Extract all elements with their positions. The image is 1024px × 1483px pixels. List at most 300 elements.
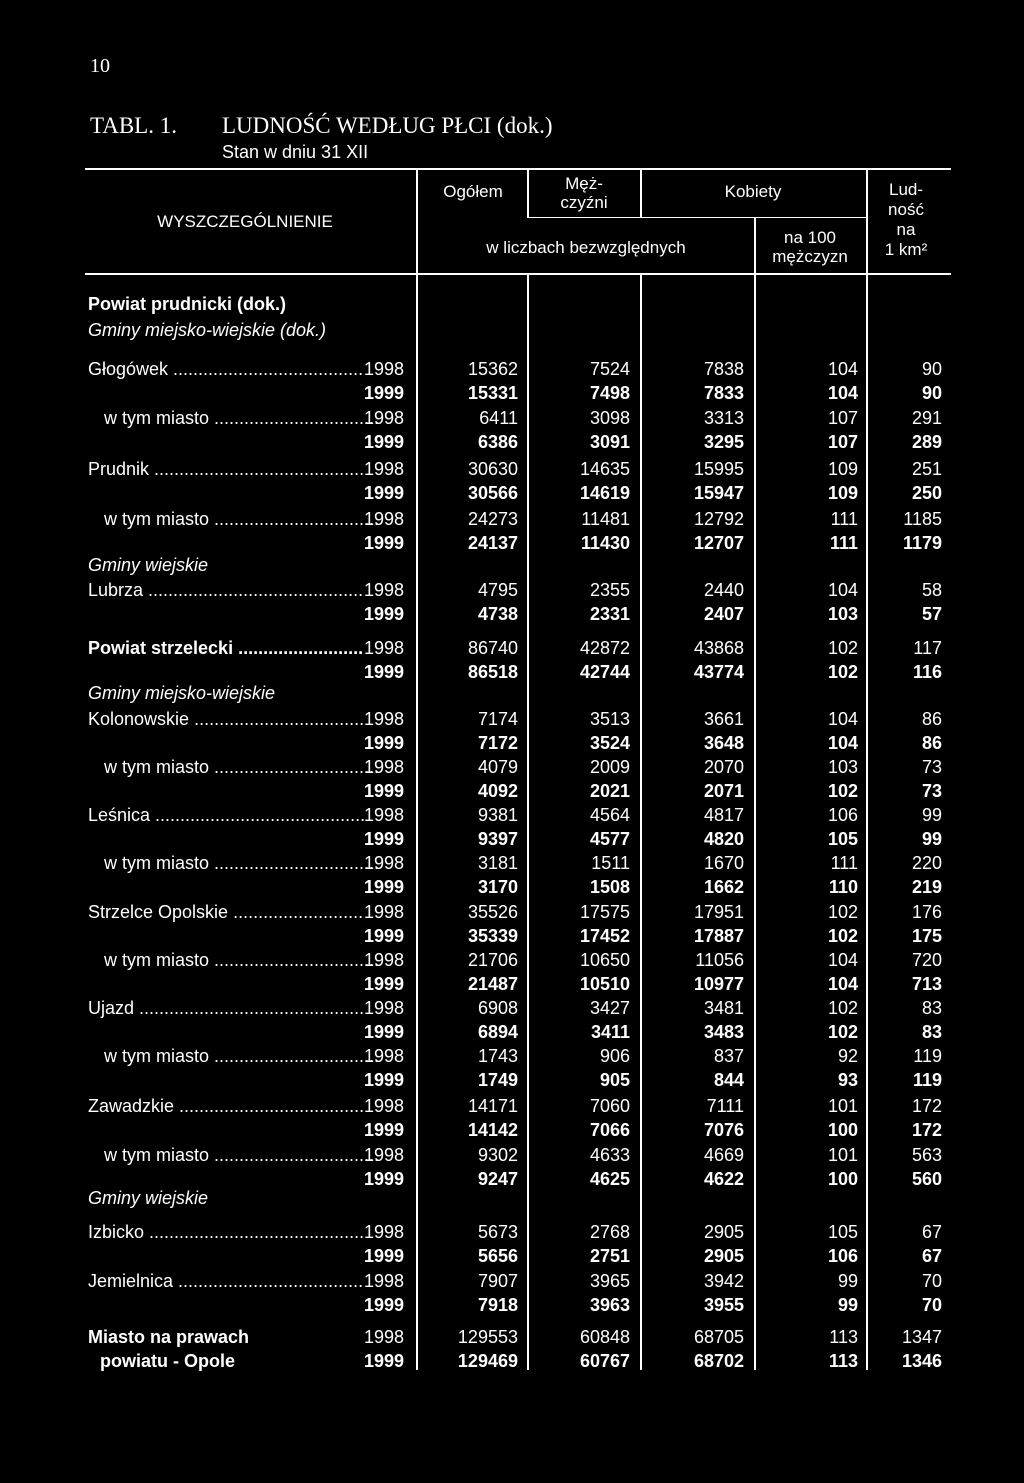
table-row [0, 1068, 1024, 1092]
row-label: Głogówek ..... [88, 357, 364, 381]
cell-value: 251 [911, 459, 942, 479]
table-row [0, 578, 1024, 602]
row-year: 1998 [363, 408, 404, 428]
cell-value: 906 [599, 1046, 630, 1066]
cell-value: 107 [827, 408, 858, 428]
table-row [0, 1044, 1024, 1068]
cell-value: 17575 [579, 902, 630, 922]
cell-value: 9247 [477, 1169, 518, 1189]
cell-value: 2407 [703, 604, 744, 624]
row-year: 1999 [363, 662, 404, 682]
table-row [0, 803, 1024, 827]
table-row [0, 996, 1024, 1020]
table-title [90, 113, 553, 139]
cell-value: 99 [921, 829, 942, 849]
row-year: 1999 [363, 432, 404, 452]
cell-value: 15995 [693, 459, 744, 479]
row-label: Miasto na prawach [88, 1327, 250, 1347]
cell-value: 4817 [703, 805, 744, 825]
cell-value: 111 [830, 853, 858, 873]
row-year: 1998 [363, 1222, 404, 1242]
cell-value: 6386 [477, 432, 518, 452]
cell-value: 713 [911, 974, 942, 994]
cell-value: 219 [911, 877, 942, 897]
cell-value: 99 [837, 1271, 858, 1291]
row-year: 1999 [363, 1120, 404, 1140]
cell-value: 560 [911, 1169, 942, 1189]
row-year: 1998 [363, 902, 404, 922]
cell-value: 104 [827, 359, 858, 379]
cell-value: 2768 [589, 1222, 630, 1242]
cell-value: 7833 [703, 383, 744, 403]
row-year: 1999 [363, 829, 404, 849]
table-row [0, 1325, 1024, 1349]
row-year: 1999 [363, 483, 404, 503]
cell-value: 119 [913, 1046, 942, 1066]
row-label: w tym miasto ..... [104, 1044, 380, 1068]
table-row [0, 1269, 1024, 1293]
cell-value: 86 [921, 733, 942, 753]
cell-value: 837 [713, 1046, 744, 1066]
cell-value: 102 [827, 902, 858, 922]
table-row [0, 827, 1024, 851]
row-year: 1999 [363, 604, 404, 624]
cell-value: 3181 [477, 853, 518, 873]
table-row [0, 406, 1024, 430]
cell-value: 5673 [477, 1222, 518, 1242]
table-row [0, 1094, 1024, 1118]
cell-value: 68702 [693, 1351, 744, 1371]
section-heading: Gminy miejsko-wiejskie [88, 683, 276, 703]
cell-value: 60848 [579, 1327, 630, 1347]
cell-value: 30630 [467, 459, 518, 479]
table-row [0, 660, 1024, 684]
cell-value: 92 [837, 1046, 858, 1066]
cell-value: 109 [827, 483, 858, 503]
row-year: 1999 [363, 974, 404, 994]
cell-value: 1179 [902, 533, 942, 553]
cell-value: 7918 [477, 1295, 518, 1315]
row-label: w tym miasto ..... [104, 507, 380, 531]
cell-value: 4795 [477, 580, 518, 600]
cell-value: 175 [911, 926, 942, 946]
table-row [0, 875, 1024, 899]
cell-value: 4738 [477, 604, 518, 624]
cell-value: 7111 [706, 1096, 744, 1116]
cell-value: 3091 [589, 432, 630, 452]
header-na100: na 100 mężczyzn [772, 228, 848, 266]
cell-value: 4820 [703, 829, 744, 849]
cell-value: 103 [827, 604, 858, 624]
cell-value: 3481 [703, 998, 744, 1018]
cell-value: 3524 [589, 733, 630, 753]
table-row [0, 924, 1024, 948]
cell-value: 86 [921, 709, 942, 729]
row-label: Izbicko ..... [88, 1220, 364, 1244]
cell-value: 100 [827, 1120, 858, 1140]
table-row [0, 1143, 1024, 1167]
row-year: 1998 [363, 805, 404, 825]
cell-value: 10510 [579, 974, 630, 994]
row-year: 1998 [363, 757, 404, 777]
cell-value: 107 [827, 432, 858, 452]
cell-value: 102 [827, 926, 858, 946]
cell-value: 35339 [467, 926, 518, 946]
cell-value: 2009 [589, 757, 630, 777]
cell-value: 43868 [693, 638, 744, 658]
header-liczby: w liczbach bezwzględnych [486, 238, 686, 257]
cell-value: 7172 [477, 733, 518, 753]
cell-value: 3411 [590, 1022, 630, 1042]
cell-value: 7907 [477, 1271, 518, 1291]
cell-value: 9381 [477, 805, 518, 825]
row-year: 1998 [363, 998, 404, 1018]
cell-value: 104 [827, 580, 858, 600]
cell-value: 2355 [589, 580, 630, 600]
cell-value: 3955 [703, 1295, 744, 1315]
cell-value: 11481 [581, 509, 630, 529]
row-label: w tym miasto ..... [104, 1143, 380, 1167]
cell-value: 99 [837, 1295, 858, 1315]
cell-value: 4564 [589, 805, 630, 825]
row-label: Strzelce Opolskie ..... [88, 900, 364, 924]
cell-value: 113 [828, 1351, 858, 1371]
cell-value: 68705 [693, 1327, 744, 1347]
row-year: 1998 [363, 1096, 404, 1116]
cell-value: 15947 [693, 483, 744, 503]
row-year: 1999 [363, 733, 404, 753]
cell-value: 844 [713, 1070, 744, 1090]
cell-value: 4625 [589, 1169, 630, 1189]
cell-value: 102 [827, 1022, 858, 1042]
cell-value: 102 [827, 998, 858, 1018]
cell-value: 6908 [477, 998, 518, 1018]
cell-value: 67 [921, 1246, 942, 1266]
cell-value: 2071 [703, 781, 744, 801]
row-label: w tym miasto ..... [104, 851, 380, 875]
section-heading: Powiat prudnicki (dok.) [88, 294, 287, 314]
cell-value: 100 [827, 1169, 858, 1189]
cell-value: 42744 [579, 662, 630, 682]
cell-value: 83 [921, 998, 942, 1018]
cell-value: 3295 [703, 432, 744, 452]
cell-value: 109 [827, 459, 858, 479]
table-row [0, 1349, 1024, 1373]
cell-value: 3313 [703, 408, 744, 428]
row-year: 1999 [363, 1295, 404, 1315]
row-label: Leśnica ..... [88, 803, 364, 827]
cell-value: 102 [827, 638, 858, 658]
cell-value: 3965 [589, 1271, 630, 1291]
row-year: 1998 [363, 359, 404, 379]
cell-value: 720 [911, 950, 942, 970]
cell-value: 3648 [703, 733, 744, 753]
cell-value: 90 [921, 359, 942, 379]
row-label: Zawadzkie ..... [88, 1094, 364, 1118]
table-row [0, 507, 1024, 531]
cell-value: 2905 [703, 1222, 744, 1242]
header-mezczyzni: Męż- czyźni [560, 174, 608, 212]
cell-value: 101 [827, 1145, 858, 1165]
cell-value: 1749 [477, 1070, 518, 1090]
cell-value: 106 [827, 805, 858, 825]
table-row [0, 1020, 1024, 1044]
row-label: Powiat strzelecki ..... [88, 636, 364, 660]
cell-value: 4622 [703, 1169, 744, 1189]
cell-value: 58 [921, 580, 942, 600]
cell-value: 101 [827, 1096, 858, 1116]
cell-value: 7076 [703, 1120, 744, 1140]
cell-value: 83 [921, 1022, 942, 1042]
cell-value: 289 [911, 432, 942, 452]
cell-value: 3513 [589, 709, 630, 729]
header-bottom-rule [85, 273, 951, 275]
cell-value: 105 [827, 829, 858, 849]
cell-value: 60767 [579, 1351, 630, 1371]
header-kobiety: Kobiety [724, 182, 782, 201]
table-row [0, 430, 1024, 454]
table-row [0, 481, 1024, 505]
row-year: 1999 [363, 1246, 404, 1266]
header-kobiety-rule [640, 217, 866, 218]
table-row [0, 636, 1024, 660]
cell-value: 2021 [589, 781, 630, 801]
cell-value: 1670 [703, 853, 744, 873]
cell-value: 1743 [477, 1046, 518, 1066]
page-number: 10 [90, 55, 110, 77]
table-row [0, 755, 1024, 779]
row-label: Prudnik ..... [88, 457, 364, 481]
cell-value: 102 [827, 662, 858, 682]
cell-value: 3098 [589, 408, 630, 428]
cell-value: 11430 [580, 533, 630, 553]
cell-value: 105 [827, 1222, 858, 1242]
row-year: 1998 [363, 1145, 404, 1165]
cell-value: 14619 [579, 483, 630, 503]
cell-value: 21706 [467, 950, 518, 970]
table-row [0, 731, 1024, 755]
row-year: 1999 [363, 1351, 404, 1371]
cell-value: 9302 [477, 1145, 518, 1165]
cell-value: 3661 [703, 709, 744, 729]
cell-value: 7498 [589, 383, 630, 403]
table-row [0, 1167, 1024, 1191]
row-label: Jemielnica ..... [88, 1269, 364, 1293]
cell-value: 104 [827, 733, 858, 753]
row-year: 1999 [363, 533, 404, 553]
cell-value: 21487 [467, 974, 518, 994]
cell-value: 35526 [467, 902, 518, 922]
row-year: 1999 [363, 1022, 404, 1042]
table-row [0, 357, 1024, 381]
cell-value: 2751 [589, 1246, 630, 1266]
table-row [0, 707, 1024, 731]
cell-value: 104 [827, 383, 858, 403]
table-row [0, 381, 1024, 405]
table-row [0, 948, 1024, 972]
table-row [0, 457, 1024, 481]
cell-value: 14142 [467, 1120, 518, 1140]
table-row [0, 1220, 1024, 1244]
row-year: 1998 [363, 459, 404, 479]
row-year: 1998 [363, 1327, 404, 1347]
cell-value: 7174 [477, 709, 518, 729]
table-row [0, 851, 1024, 875]
cell-value: 4577 [589, 829, 630, 849]
row-year: 1998 [363, 638, 404, 658]
header-wyszczegolnienie: WYSZCZEGÓLNIENIE [157, 212, 333, 231]
row-year: 1998 [363, 1271, 404, 1291]
cell-value: 1508 [589, 877, 630, 897]
row-year: 1998 [363, 1046, 404, 1066]
cell-value: 30566 [467, 483, 518, 503]
row-year: 1999 [363, 1070, 404, 1090]
table-row [0, 1118, 1024, 1142]
table-row [0, 900, 1024, 924]
cell-value: 17951 [693, 902, 744, 922]
cell-value: 3942 [703, 1271, 744, 1291]
row-label: Ujazd ..... [88, 996, 364, 1020]
cell-value: 4092 [477, 781, 518, 801]
row-label: Kolonowskie ..... [88, 707, 364, 731]
cell-value: 17452 [579, 926, 630, 946]
cell-value: 93 [837, 1070, 858, 1090]
cell-value: 1346 [901, 1351, 942, 1371]
row-year: 1999 [363, 383, 404, 403]
cell-value: 73 [921, 781, 942, 801]
table-row [0, 1244, 1024, 1268]
cell-value: 103 [827, 757, 858, 777]
cell-value: 1511 [591, 853, 630, 873]
cell-value: 7060 [589, 1096, 630, 1116]
header-ogolem: Ogółem [443, 182, 503, 201]
cell-value: 3170 [477, 877, 518, 897]
row-year: 1999 [363, 877, 404, 897]
cell-value: 6894 [477, 1022, 518, 1042]
cell-value: 11056 [695, 950, 744, 970]
table-row [0, 531, 1024, 555]
cell-value: 563 [911, 1145, 942, 1165]
cell-value: 7838 [703, 359, 744, 379]
cell-value: 220 [911, 853, 942, 873]
cell-value: 129469 [457, 1351, 518, 1371]
cell-value: 14635 [579, 459, 630, 479]
cell-value: 1185 [903, 509, 942, 529]
cell-value: 12792 [693, 509, 744, 529]
cell-value: 6411 [479, 408, 518, 428]
cell-value: 2331 [589, 604, 630, 624]
row-year: 1998 [363, 709, 404, 729]
row-label: powiatu - Opole [100, 1351, 235, 1371]
cell-value: 86518 [467, 662, 518, 682]
cell-value: 250 [911, 483, 942, 503]
table-row [0, 779, 1024, 803]
cell-value: 110 [828, 877, 858, 897]
cell-value: 67 [921, 1222, 942, 1242]
row-label: w tym miasto ..... [104, 948, 380, 972]
row-year: 1998 [363, 853, 404, 873]
section-heading: Gminy wiejskie [88, 555, 209, 575]
col-divider [527, 170, 529, 218]
row-year: 1998 [363, 509, 404, 529]
cell-value: 113 [829, 1327, 858, 1347]
header-top-rule [85, 168, 951, 170]
cell-value: 5656 [477, 1246, 518, 1266]
section-heading: Gminy wiejskie [88, 1188, 209, 1208]
cell-value: 7066 [589, 1120, 630, 1140]
cell-value: 4633 [589, 1145, 630, 1165]
section-heading: Gminy miejsko-wiejskie (dok.) [88, 320, 327, 340]
cell-value: 3963 [589, 1295, 630, 1315]
cell-value: 14171 [467, 1096, 518, 1116]
cell-value: 116 [912, 662, 942, 682]
cell-value: 24273 [467, 509, 518, 529]
table-row [0, 602, 1024, 626]
cell-value: 42872 [579, 638, 630, 658]
cell-value: 10650 [579, 950, 630, 970]
cell-value: 119 [912, 1070, 942, 1090]
cell-value: 172 [911, 1120, 942, 1140]
cell-value: 7524 [589, 359, 630, 379]
cell-value: 104 [827, 950, 858, 970]
table-row [0, 1293, 1024, 1317]
row-label: w tym miasto ..... [104, 406, 380, 430]
cell-value: 90 [921, 383, 942, 403]
cell-value: 4669 [703, 1145, 744, 1165]
cell-value: 129553 [457, 1327, 518, 1347]
row-year: 1998 [363, 580, 404, 600]
cell-value: 2440 [703, 580, 744, 600]
cell-value: 70 [921, 1271, 942, 1291]
cell-value: 4079 [477, 757, 518, 777]
table-title-text: LUDNOŚĆ WEDŁUG PŁCI (dok.) [222, 113, 553, 138]
row-year: 1999 [363, 1169, 404, 1189]
cell-value: 3427 [589, 998, 630, 1018]
row-label: Lubrza ..... [88, 578, 364, 602]
cell-value: 1662 [703, 877, 744, 897]
cell-value: 3483 [703, 1022, 744, 1042]
cell-value: 104 [827, 974, 858, 994]
cell-value: 111 [829, 533, 858, 553]
table-row [0, 972, 1024, 996]
header-ludnosc: Lud- ność na 1 km² [884, 180, 928, 259]
cell-value: 291 [911, 408, 942, 428]
cell-value: 172 [911, 1096, 942, 1116]
cell-value: 43774 [693, 662, 744, 682]
cell-value: 2905 [703, 1246, 744, 1266]
cell-value: 15331 [467, 383, 518, 403]
cell-value: 99 [921, 805, 942, 825]
cell-value: 905 [599, 1070, 630, 1090]
cell-value: 2070 [703, 757, 744, 777]
cell-value: 73 [921, 757, 942, 777]
col-divider [640, 170, 642, 218]
cell-value: 86740 [467, 638, 518, 658]
table-subtitle: Stan w dniu 31 XII [222, 142, 369, 162]
cell-value: 24137 [467, 533, 518, 553]
cell-value: 104 [827, 709, 858, 729]
cell-value: 10977 [693, 974, 744, 994]
cell-value: 1347 [901, 1327, 942, 1347]
row-label: w tym miasto ..... [104, 755, 380, 779]
cell-value: 15362 [467, 359, 518, 379]
cell-value: 12707 [693, 533, 744, 553]
cell-value: 111 [830, 509, 858, 529]
cell-value: 117 [913, 638, 942, 658]
cell-value: 176 [911, 902, 942, 922]
cell-value: 57 [921, 604, 942, 624]
cell-value: 102 [827, 781, 858, 801]
